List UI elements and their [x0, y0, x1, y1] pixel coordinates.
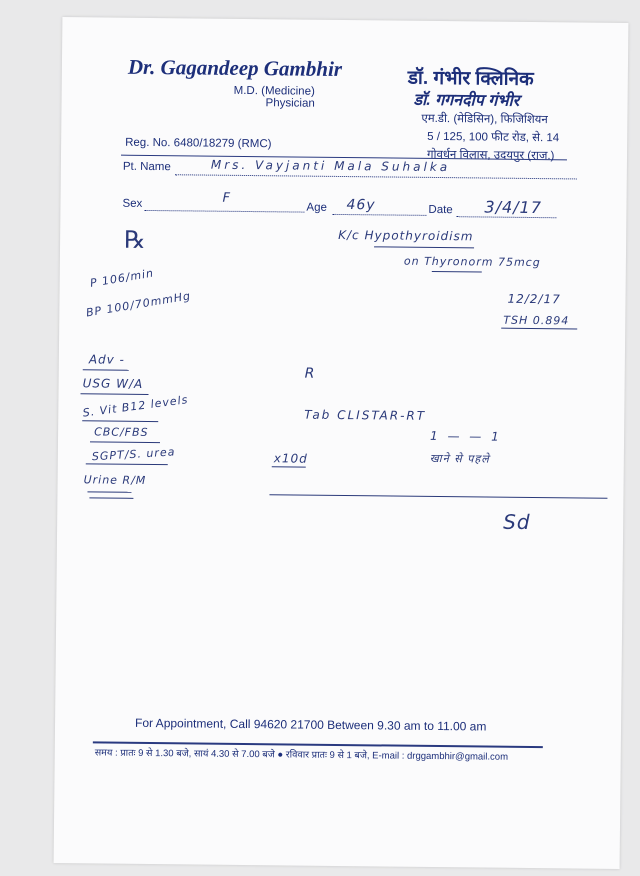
address-line2: गोवर्धन विलास, उदयपुर (राज.): [426, 148, 555, 163]
advice-underline-2: [82, 420, 158, 422]
clinic-name-hi: डॉ. गंभीर क्लिनिक: [407, 67, 534, 90]
advice-heading: Adv -: [88, 352, 126, 367]
timings-line: समय : प्रातः 9 से 1.30 बजे, सायं 4.30 से 7.00 बजे ● रविवार प्रातः 9 से 1 बजे, E-mail : drggambhir@gmail.com: [94, 747, 509, 763]
rx-small: R: [304, 365, 316, 382]
appointment-line: For Appointment, Call 94620 21700 Between 9.30 am to 11.00 am: [134, 715, 487, 734]
advice-item-5: Urine R/M: [83, 473, 147, 487]
advice-heading-underline: [83, 369, 129, 370]
dose-line: 1 — — 1: [430, 428, 502, 444]
title-en: Physician: [265, 97, 315, 110]
rx-symbol: ℞: [123, 225, 147, 254]
duration-underline: [272, 466, 306, 467]
advice-underline-6: [89, 497, 133, 498]
history-line1: K/c Hypothyroidism: [338, 227, 474, 244]
advice-underline-4: [86, 463, 168, 465]
advice-underline-3: [90, 441, 160, 443]
meal-note: खाने से पहले: [429, 451, 490, 466]
advice-item-3: CBC/FBS: [94, 425, 149, 439]
vitals-pulse: P 106/min: [89, 266, 155, 290]
doctor-name-en: Dr. Gagandeep Gambhir: [127, 54, 343, 81]
pt-name-line: [175, 174, 577, 179]
signature: Sd: [503, 509, 531, 534]
registration-number: Reg. No. 6480/18279 (RMC): [125, 136, 272, 151]
age-handwritten: 46y: [346, 197, 376, 214]
sex-line: [144, 210, 304, 213]
advice-underline-5: [87, 491, 131, 492]
doctor-name-hi: डॉ. गगनदीप गंभीर: [413, 91, 520, 110]
sex-handwritten: F: [222, 190, 232, 206]
age-line: [332, 214, 426, 216]
advice-underline-1: [80, 393, 148, 395]
vitals-bp: BP 100/70mmHg: [85, 289, 192, 320]
lab-tsh: TSH 0.894: [503, 313, 570, 328]
address-line1: 5 / 125, 100 फीट रोड, से. 14: [427, 130, 560, 145]
date-label: Date: [428, 203, 453, 217]
qualification-hi: एम.डी. (मेडिसिन), फिजिशियन: [421, 112, 548, 127]
qualification-en: M.D. (Medicine): [233, 84, 315, 98]
age-label: Age: [306, 201, 327, 214]
tsh-underline: [501, 328, 577, 330]
prescription-rule: [269, 494, 607, 499]
advice-item-4: SGPT/S. urea: [91, 445, 176, 464]
patient-name-handwritten: Mrs. Vayjanti Mala Suhalka: [210, 157, 451, 175]
lab-date: 12/2/17: [507, 291, 561, 307]
date-handwritten: 3/4/17: [484, 197, 543, 218]
pt-name-label: Pt. Name: [122, 160, 171, 174]
sex-label: Sex: [122, 197, 143, 210]
medicine-line: Tab CLISTAR-RT: [304, 407, 427, 423]
advice-item-1: USG W/A: [82, 376, 144, 391]
history-underline-2: [432, 271, 482, 273]
history-line2: on Thyronorm 75mcg: [403, 254, 541, 270]
duration-line: x10d: [273, 451, 308, 466]
prescription-sheet: [54, 17, 629, 869]
advice-item-2: S. Vit B12 levels: [81, 393, 190, 420]
history-underline: [374, 246, 474, 248]
